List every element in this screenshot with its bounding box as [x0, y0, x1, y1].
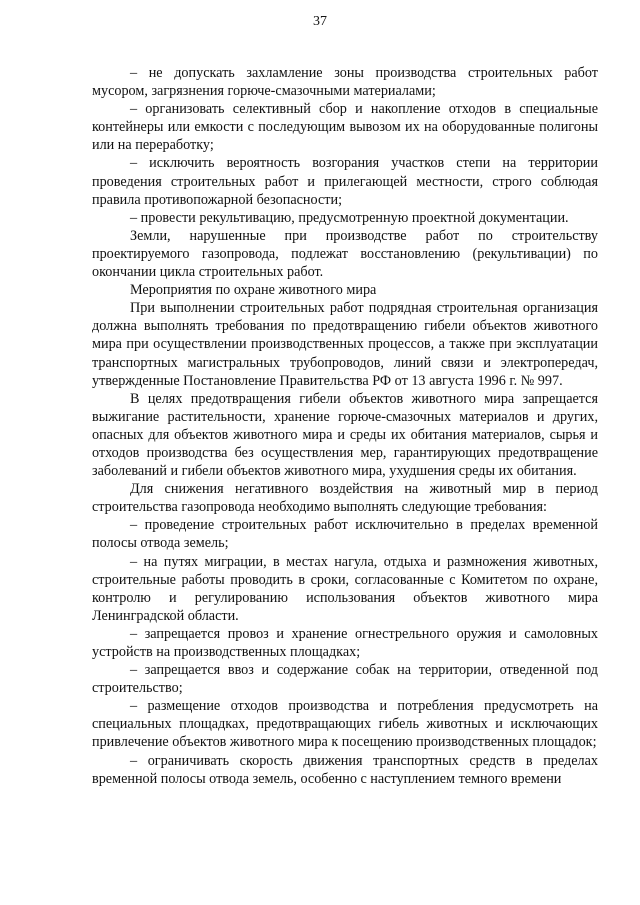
paragraph: В целях предотвращения гибели объектов животного мира запрещается выжигание растительности, хранение горюче-смазочных материалов и других, опасных для объектов животного мира и среды их обитания материалов, сырья и отходов производства без осуществления мер, гарантирующих предотвращение заболеваний и гибели объектов животного мира, ухудшения среды их обитания. [92, 390, 598, 480]
paragraph: – не допускать захламление зоны производства строительных работ мусором, загрязнения горюче-смазочными материалами; [92, 65, 598, 100]
paragraph: – запрещается ввоз и содержание собак на территории, отведенной под строительство; [92, 662, 598, 697]
document-body [92, 64, 598, 788]
paragraph: – на путях миграции, в местах нагула, отдыха и размножения животных, строительные работы проводить в сроки, согласованные с Комитетом по охране, контролю и регулированию использования объектов животного мира Ленинградской области. [92, 553, 598, 624]
paragraph: – запрещается провоз и хранение огнестрельного оружия и самоловных устройств на производственных площадках; [92, 625, 598, 660]
paragraph: – организовать селективный сбор и накопление отходов в специальные контейнеры или емкости с последующим вывозом их на оборудованные полигоны или на переработку; [92, 101, 598, 154]
paragraph: – провести рекультивацию, предусмотренную проектной документации. [130, 209, 569, 226]
paragraph: Земли, нарушенные при производстве работ по строительству проектируемого газопровода, подлежат восстановлению (рекультивации) по окончании цикла строительных работ. [92, 227, 598, 281]
paragraph: При выполнении строительных работ подрядная строительная организация должна выполнять требования по предотвращению гибели объектов животного мира при осуществлении производственных процессов, а также при эксплуатации транспортных магистральных трубопроводов, линий связи и электропередач, утвержденные Постановление Правительства РФ от 13 августа 1996 г. № 997. [92, 300, 598, 389]
paragraph: – размещение отходов производства и потребления предусмотреть на специальных площадках, предотвращающих гибель животных и исключающих привлечение объектов животного мира к посещению производственных площадок; [92, 698, 598, 751]
paragraph: Для снижения негативного воздействия на животный мир в период строительства газопровода необходимо выполнять следующие требования: [92, 481, 598, 516]
section-heading: Мероприятия по охране животного мира [130, 282, 377, 299]
page-number: 37 [313, 14, 327, 29]
paragraph: – ограничивать скорость движения транспортных средств в пределах временной полосы отвода земель, особенно с наступлением темного времени [92, 752, 598, 787]
paragraph: – проведение строительных работ исключительно в пределах временной полосы отвода земель; [92, 517, 598, 552]
paragraph: – исключить вероятность возгорания участков степи на территории проведения строительных работ и прилегающей местности, строго соблюдая правила противопожарной безопасности; [92, 155, 598, 208]
